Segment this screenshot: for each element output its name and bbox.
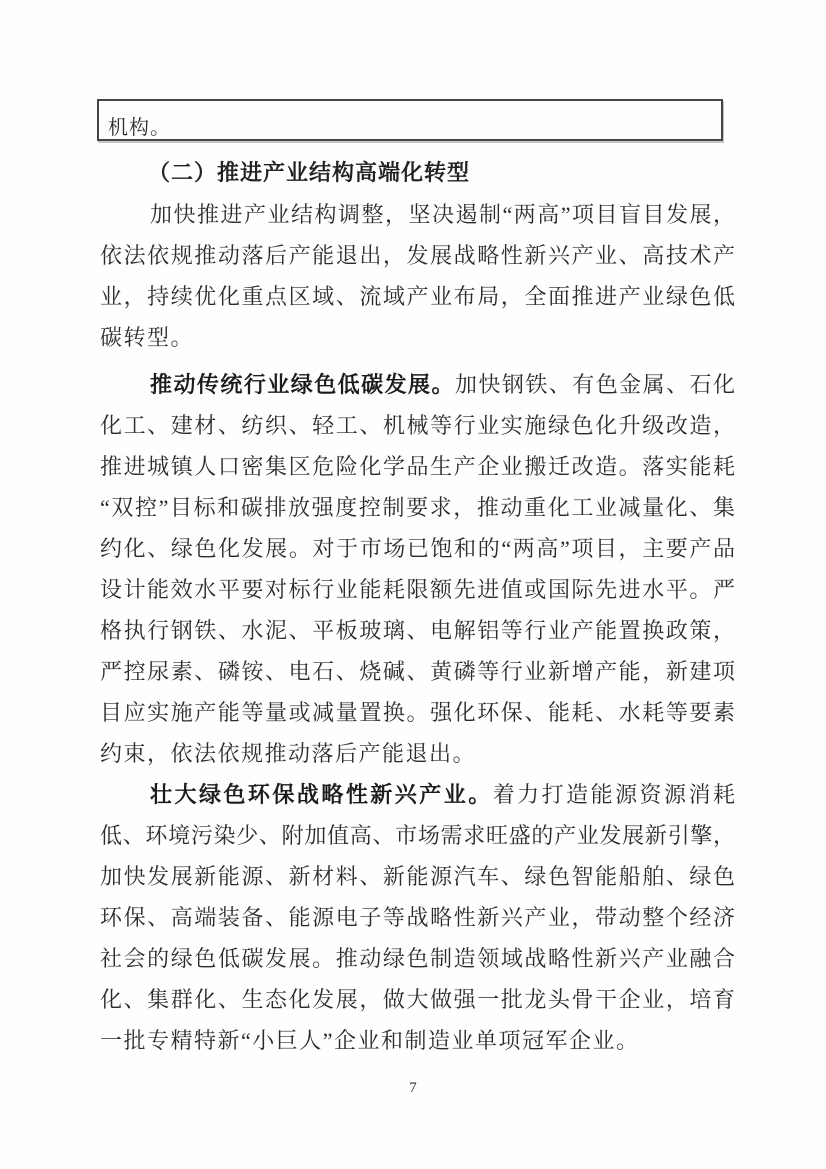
text-line: 加快发展新能源、新材料、新能源汽车、绿色智能船舶、绿色 — [100, 864, 735, 889]
text-line: 业，持续优化重点区域、流域产业布局，全面推进产业绿色低 — [100, 284, 735, 309]
text-line: 目应实施产能等量或减量置换。强化环保、能耗、水耗等要素 — [100, 700, 735, 725]
section-heading: （二）推进产业结构高端化转型 — [148, 160, 471, 185]
text-line: 设计能效水平要对标行业能耗限额先进值或国际先进水平。严 — [100, 577, 735, 602]
continued-text-box — [97, 99, 723, 141]
continued-text: 机构。 — [108, 117, 171, 139]
paragraph-emerging-industries — [100, 774, 735, 1061]
text-line: 社会的绿色低碳发展。推动绿色制造领域战略性新兴产业融合 — [100, 946, 735, 971]
paragraph-intro — [100, 194, 735, 358]
text-line: 环保、高端装备、能源电子等战略性新兴产业，带动整个经济 — [100, 905, 735, 930]
text-run: 加快钢铁、有色金属、石化 — [454, 372, 735, 397]
paragraph-lead: 壮大绿色环保战略性新兴产业。 — [150, 782, 493, 807]
text-line — [100, 364, 735, 405]
paragraph-lead: 推动传统行业绿色低碳发展。 — [150, 372, 455, 397]
text-line: 碳转型。 — [100, 325, 195, 350]
document-body — [100, 152, 735, 1061]
text-line: 依法依规推动落后产能退出，发展战略性新兴产业、高技术产 — [100, 243, 735, 268]
text-line: 推进城镇人口密集区危险化学品生产企业搬迁改造。落实能耗 — [100, 454, 735, 479]
text-line: 约束，依法依规推动落后产能退出。 — [100, 741, 477, 766]
text-line: 低、环境污染少、附加值高、市场需求旺盛的产业发展新引擎， — [100, 823, 735, 848]
text-line: 化工、建材、纺织、轻工、机械等行业实施绿色化升级改造， — [100, 413, 735, 438]
text-line: 约化、绿色化发展。对于市场已饱和的“两高”项目，主要产品 — [100, 536, 735, 561]
text-line: 格执行钢铁、水泥、平板玻璃、电解铝等行业产能置换政策， — [100, 618, 735, 643]
text-line — [100, 774, 735, 815]
page-number: 7 — [409, 1080, 417, 1096]
text-line: 严控尿素、磷铵、电石、烧碱、黄磷等行业新增产能，新建项 — [100, 659, 735, 684]
text-line: 一批专精特新“小巨人”企业和制造业单项冠军企业。 — [100, 1028, 640, 1053]
paragraph-traditional-industries — [100, 364, 735, 774]
text-line: 化、集群化、生态化发展，做大做强一批龙头骨干企业，培育 — [100, 987, 735, 1012]
text-run: 着力打造能源资源消耗 — [492, 782, 735, 807]
text-line: 加快推进产业结构调整，坚决遏制“两高”项目盲目发展， — [150, 202, 735, 227]
text-line: “双控”目标和碳排放强度控制要求，推动重化工业减量化、集 — [100, 495, 735, 520]
